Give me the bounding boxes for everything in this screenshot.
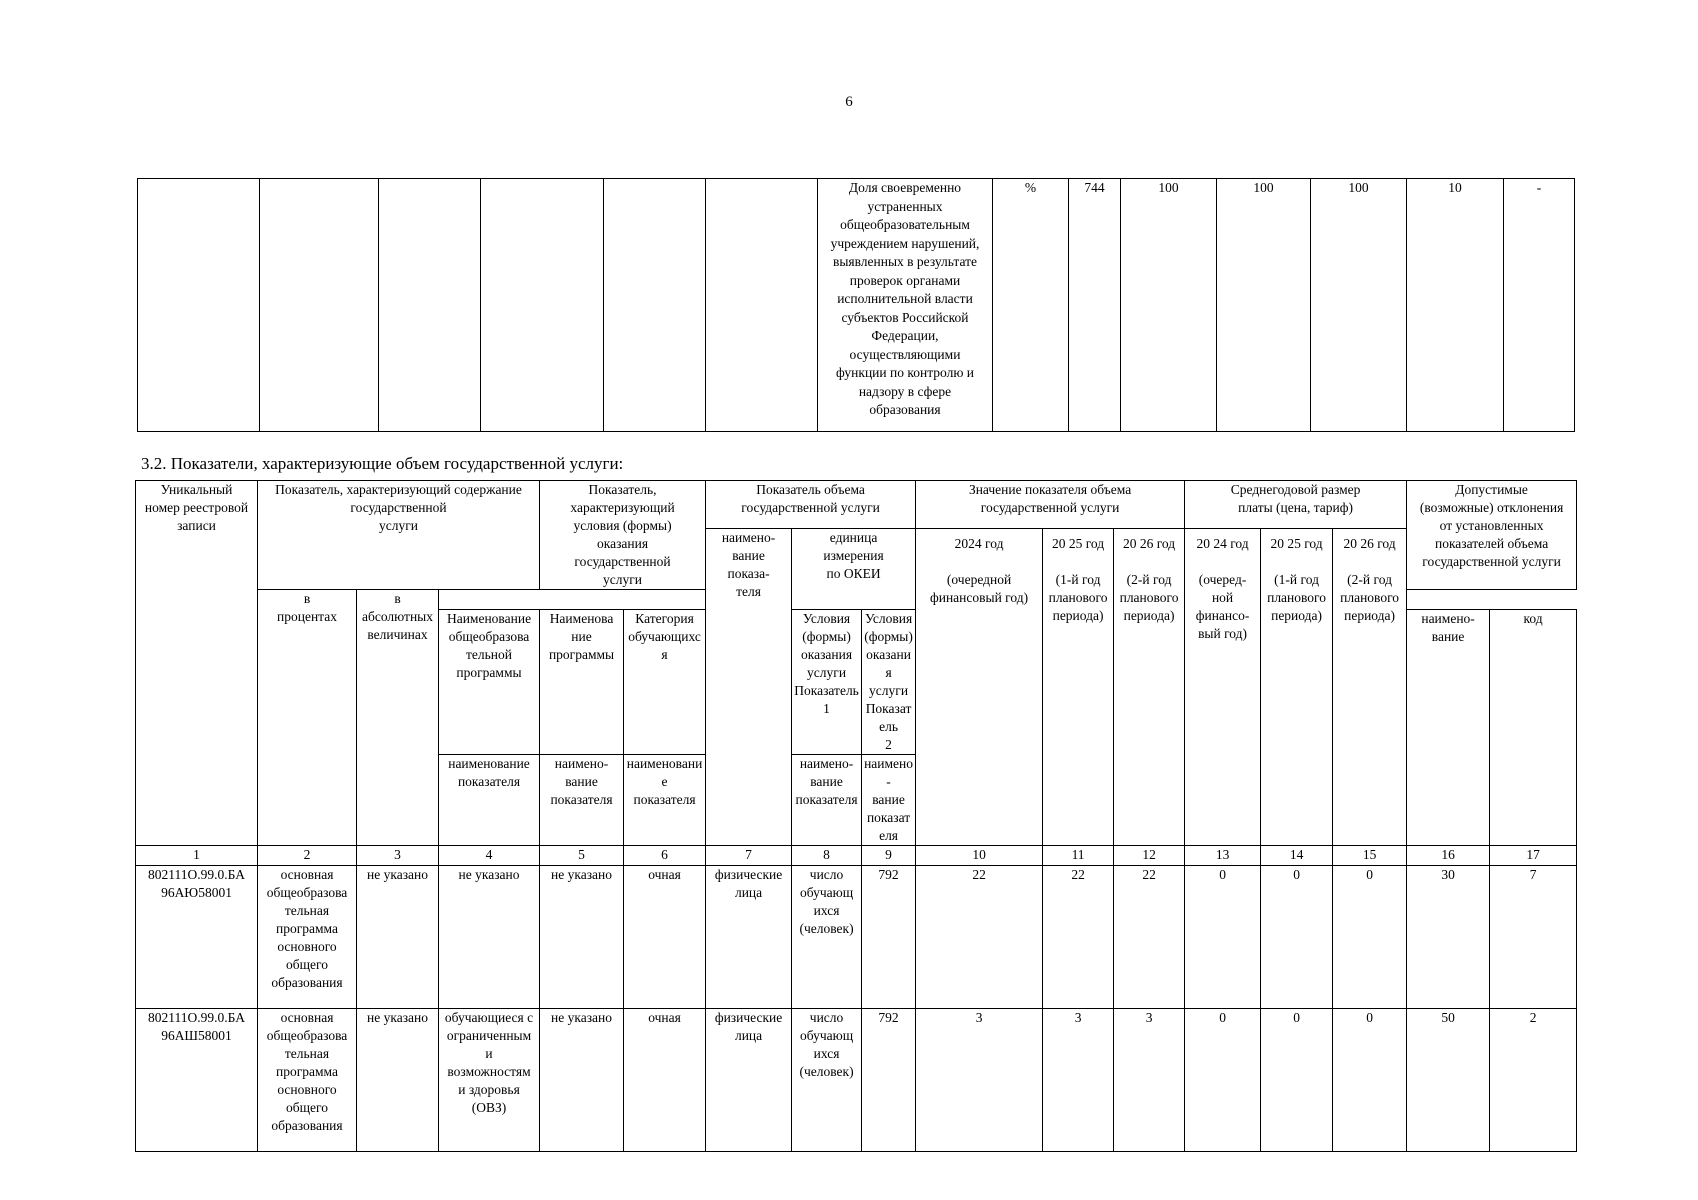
column-number: 5 [540,846,624,866]
empty-cell [604,179,706,432]
fee-2025: 0 [1261,1009,1333,1152]
volume-indicator-name: физические лица [706,1009,792,1152]
value-2025: 3 [1043,1009,1114,1152]
indicator-name-subheader: наимено- вание показателя [862,755,916,846]
deviation-absolute: 7 [1490,866,1577,1009]
deviation-percent: 30 [1407,866,1490,1009]
unit-code: 792 [862,866,916,1009]
column-number: 13 [1185,846,1261,866]
program: не указано [357,866,439,1009]
column-number: 17 [1490,846,1577,866]
program: не указано [357,1009,439,1152]
deviations-header: Допустимые (возможные) отклонения от установленных показателей объема государственной услуги [1407,481,1577,590]
empty-cell [481,179,604,432]
program-name: основная общеобразова тельная программа основного общего образования [258,1009,357,1152]
volume-name-header: наимено- вание показа- теля [706,529,792,846]
unique-number-header: Уникальный номер реестровой записи [136,481,258,846]
value-2024: 3 [916,1009,1043,1152]
value-2024-header: 2024 год (очередной финансовый год) [916,529,1043,846]
indicator-name: Доля своевременно устраненных общеобразовательным учреждением нарушений, выявленных в результате проверок органами исполнительной власти субъектов Российской Федерации, осуществляющими функции по контролю и надзору в сфере образования [818,179,993,432]
program-name: основная общеобразова тельная программа основного общего образования [258,866,357,1009]
volume-indicator-header: Показатель объема государственной услуги [706,481,916,529]
fee-2025: 0 [1261,866,1333,1009]
column-number: 12 [1114,846,1185,866]
condition-1-header: Условия (формы) оказания услуги Показатель 1 [792,610,862,755]
table-row [138,179,1575,432]
fee-2024: 0 [1185,866,1261,1009]
empty-cell [706,179,818,432]
page-number: 6 [845,94,853,110]
value-2026-header: 20 26 год (2-й год планового периода) [1114,529,1185,846]
value-2026: 3 [1114,1009,1185,1152]
deviation-absolute: - [1504,179,1575,432]
column-number: 16 [1407,846,1490,866]
column-number: 14 [1261,846,1333,866]
fee-2024: 0 [1185,1009,1261,1152]
column-number: 9 [862,846,916,866]
column-number: 11 [1043,846,1114,866]
unit-code: 792 [862,1009,916,1152]
section-heading: 3.2. Показатели, характеризующие объем государственной услуги: [141,454,624,473]
indicator-name-subheader: наимено- вание показателя [792,755,862,846]
unit-code-header: код [1490,610,1577,846]
value-2025: 22 [1043,866,1114,1009]
table-row [136,866,1577,1009]
fee-2026: 0 [1333,1009,1407,1152]
quality-indicators-table-continuation [137,178,1575,432]
unit-code: 744 [1069,179,1121,432]
column-number: 1 [136,846,258,866]
deviation-absolute-header: в абсолютных величинах [357,590,439,846]
empty-cell [379,179,481,432]
column-numbers-row [136,846,1577,866]
registry-number: 802111О.99.0.БА 96АЮ58001 [136,866,258,1009]
table-row [136,1009,1577,1152]
value-2025: 100 [1217,179,1311,432]
student-category: обучающиеся с ограниченным и возможностям и здоровья (ОВЗ) [439,1009,540,1152]
empty-cell [138,179,260,432]
value-2026: 100 [1311,179,1407,432]
column-number: 3 [357,846,439,866]
column-number: 2 [258,846,357,866]
column-number: 7 [706,846,792,866]
unit-name: число обучающ ихся (человек) [792,866,862,1009]
value-2024: 100 [1121,179,1217,432]
unit-name: число обучающ ихся (человек) [792,1009,862,1152]
unit-name: % [993,179,1069,432]
fee-2025-header: 20 25 год (1-й год планового периода) [1261,529,1333,846]
student-category-header: Категория обучающихся [624,610,706,755]
indicator-name-subheader: наименование показателя [439,755,540,846]
condition-1: не указано [540,866,624,1009]
condition-2: очная [624,1009,706,1152]
fee-2026: 0 [1333,866,1407,1009]
fee-2026-header: 20 26 год (2-й год планового периода) [1333,529,1407,846]
value-2026: 22 [1114,866,1185,1009]
unit-okei-header: единица измерения по ОКЕИ [792,529,916,610]
deviation-percent-header: в процентах [258,590,357,846]
header-row [136,481,1577,529]
indicator-name-subheader: наименование показателя [624,755,706,846]
fee-2024-header: 20 24 год (очеред- ной финансо- вый год) [1185,529,1261,846]
average-fee-header: Среднегодовой размер платы (цена, тариф) [1185,481,1407,529]
column-number: 8 [792,846,862,866]
condition-2-header: Условия (формы) оказания услуги Показатель 2 [862,610,916,755]
conditions-indicator-header: Показатель, характеризующий условия (формы) оказания государственной услуги [540,481,706,590]
value-2024: 22 [916,866,1043,1009]
unit-name-header: наимено- вание [1407,610,1490,846]
student-category: не указано [439,866,540,1009]
program-header: Наименова ние программы [540,610,624,755]
deviation-percent: 10 [1407,179,1504,432]
registry-number: 802111О.99.0.БА 96АШ58001 [136,1009,258,1152]
empty-cell [260,179,379,432]
column-number: 6 [624,846,706,866]
column-number: 15 [1333,846,1407,866]
condition-1: не указано [540,1009,624,1152]
deviation-percent: 50 [1407,1009,1490,1152]
content-indicator-header: Показатель, характеризующий содержание государственной услуги [258,481,540,590]
condition-2: очная [624,866,706,1009]
program-name-header: Наименование общеобразова тельной программы [439,610,540,755]
deviation-absolute: 2 [1490,1009,1577,1152]
indicator-name-subheader: наимено- вание показателя [540,755,624,846]
value-2025-header: 20 25 год (1-й год планового периода) [1043,529,1114,846]
volume-indicator-name: физические лица [706,866,792,1009]
volume-indicators-table [135,480,1577,1152]
column-number: 4 [439,846,540,866]
column-number: 10 [916,846,1043,866]
volume-value-header: Значение показателя объема государственной услуги [916,481,1185,529]
